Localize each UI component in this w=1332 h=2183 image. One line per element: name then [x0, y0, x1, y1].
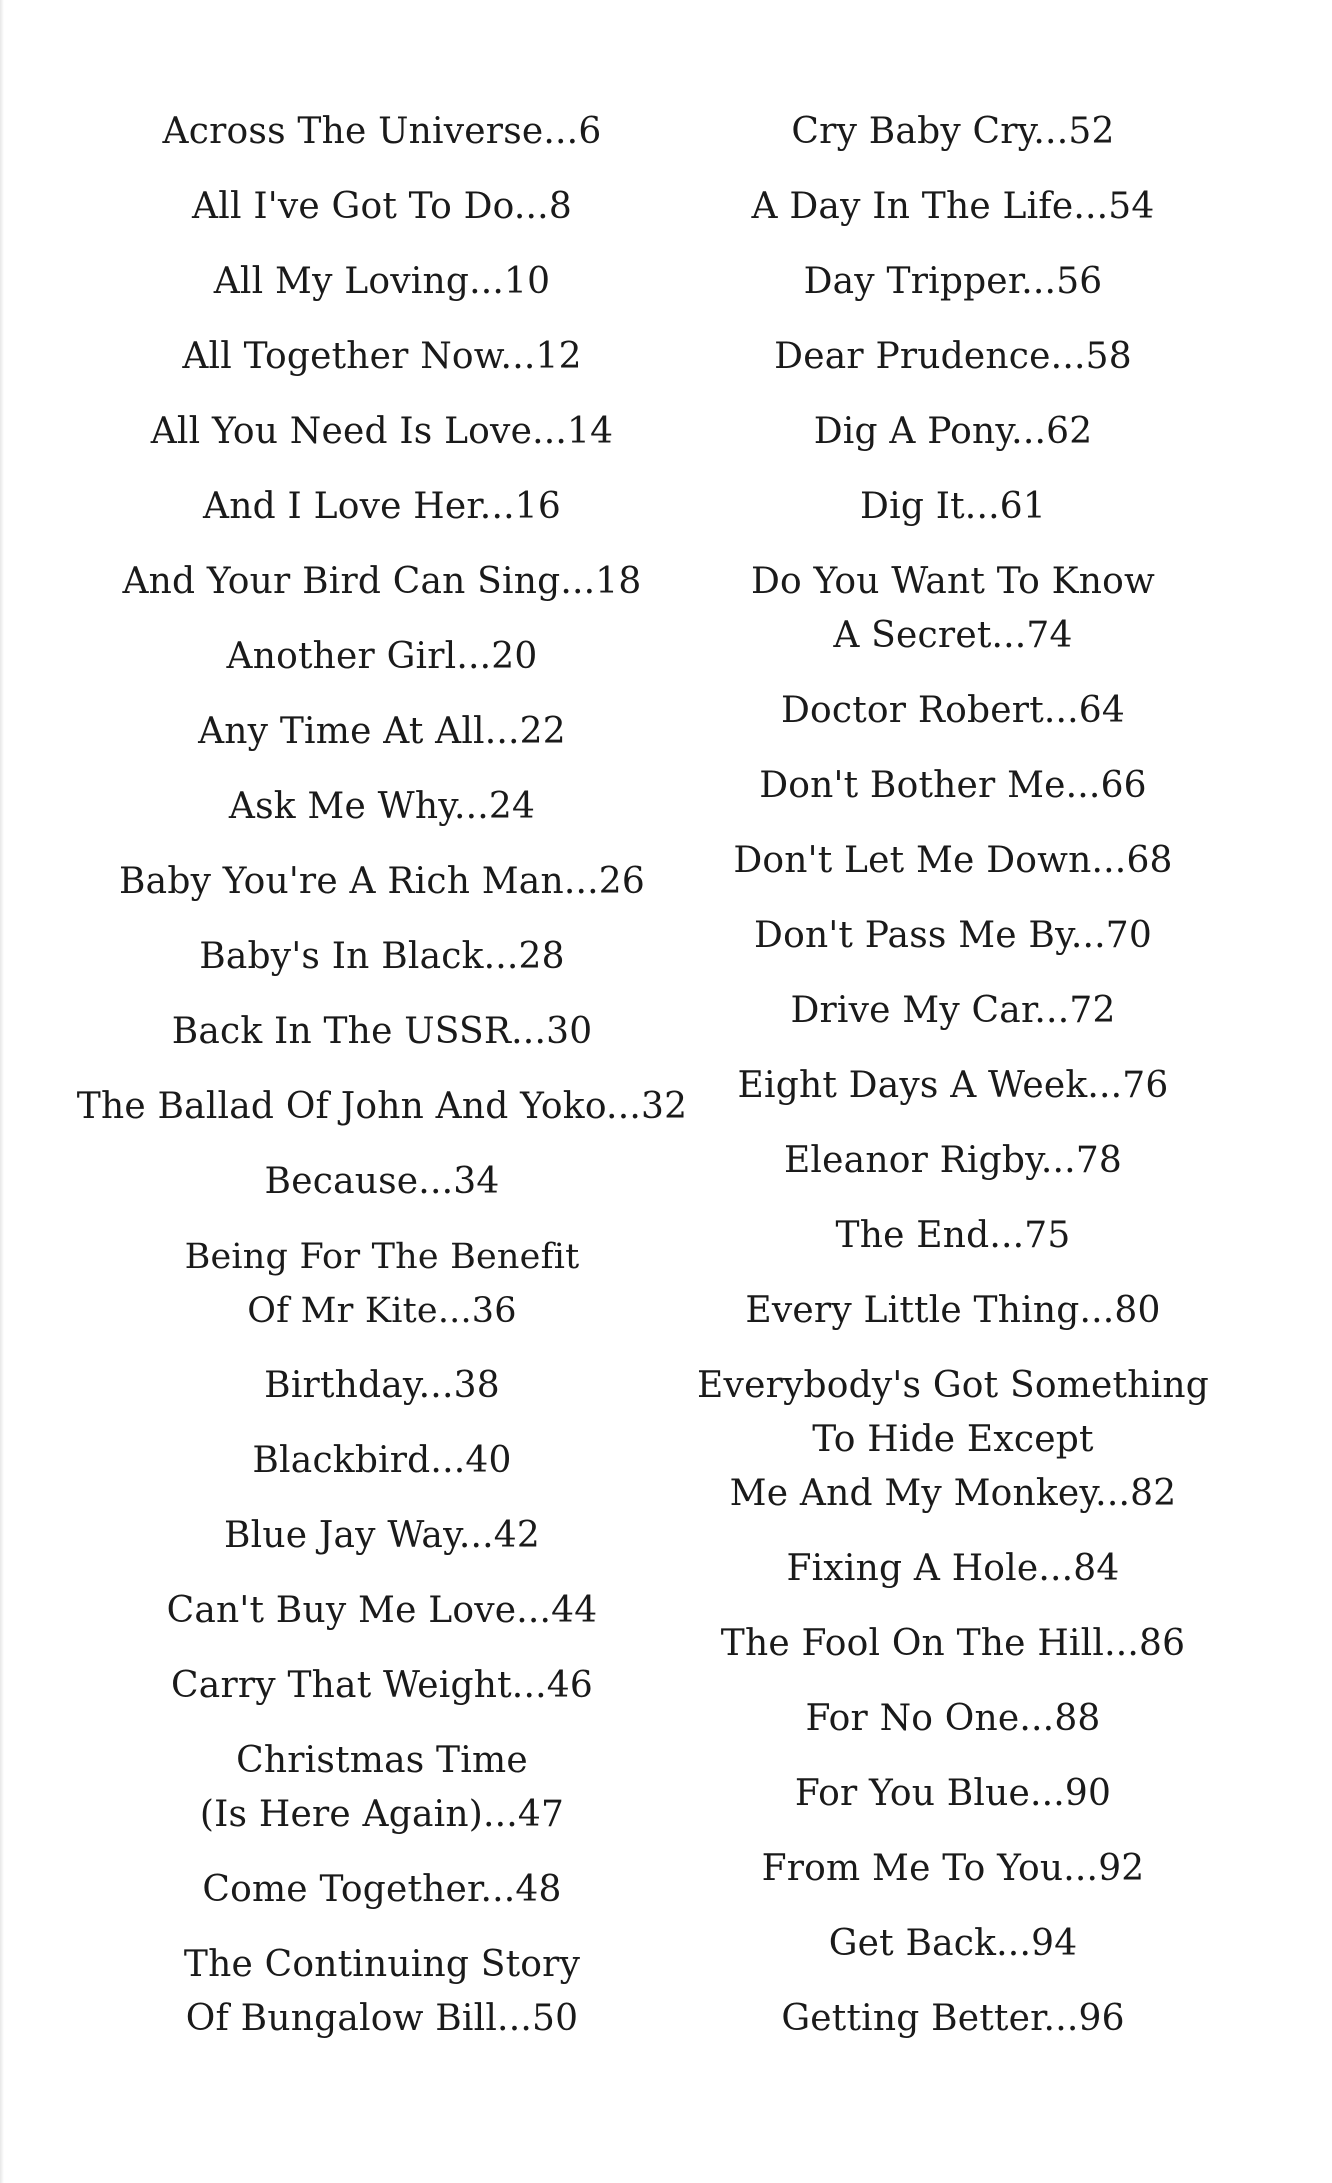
contents-entry: Dig It...61: [860, 486, 1046, 527]
contents-entry: All Together Now...12: [182, 336, 582, 377]
contents-entry: Come Together...48: [202, 1869, 562, 1910]
contents-entry: A Day In The Life...54: [751, 186, 1155, 227]
contents-entry: Birthday...38: [264, 1365, 500, 1406]
contents-entry: Baby You're A Rich Man...26: [119, 861, 645, 902]
contents-entry: Carry That Weight...46: [171, 1665, 593, 1706]
contents-entry: The End...75: [835, 1215, 1071, 1256]
contents-entry: And I Love Her...16: [203, 486, 561, 527]
contents-entry: Back In The USSR...30: [171, 1011, 593, 1052]
contents-entry: All My Loving...10: [213, 261, 551, 302]
contents-entry: Doctor Robert...64: [780, 690, 1126, 731]
scan-edge-shadow: [0, 0, 4, 2183]
contents-entry: Being For The Benefit Of Mr Kite...36: [184, 1237, 580, 1331]
contents-entry: Eleanor Rigby...78: [783, 1140, 1123, 1181]
contents-entry: Cry Baby Cry...52: [791, 111, 1115, 152]
contents-entry: The Continuing Story Of Bungalow Bill...50: [183, 1944, 581, 2039]
contents-entry: Across The Universe...6: [162, 111, 602, 152]
contents-entry: The Ballad Of John And Yoko...32: [76, 1086, 688, 1127]
contents-entry: Can't Buy Me Love...44: [166, 1590, 598, 1631]
contents-entry: Blackbird...40: [252, 1440, 512, 1481]
contents-entry: Everybody's Got Something To Hide Except Me And My Monkey...82: [697, 1365, 1209, 1514]
contents-entry: Eight Days A Week...76: [737, 1065, 1169, 1106]
contents-entry: All I've Got To Do...8: [192, 186, 572, 227]
contents-entry: Baby's In Black...28: [199, 936, 565, 977]
contents-entry: Getting Better...96: [781, 1998, 1125, 2039]
contents-entry: And Your Bird Can Sing...18: [122, 561, 642, 602]
contents-entry: Don't Bother Me...66: [759, 765, 1147, 806]
contents-entry: Do You Want To Know A Secret...74: [750, 561, 1156, 656]
contents-entry: Drive My Car...72: [790, 990, 1116, 1031]
contents-entry: Get Back...94: [828, 1923, 1078, 1964]
contents-entry: Blue Jay Way...42: [223, 1515, 540, 1556]
contents-entry: Dear Prudence...58: [774, 336, 1132, 377]
contents-entry: Don't Let Me Down...68: [733, 840, 1173, 881]
contents-entry: Fixing A Hole...84: [786, 1548, 1120, 1589]
contents-entry: Another Girl...20: [226, 636, 538, 677]
contents-entry: Any Time At All...22: [198, 711, 566, 752]
contents-entry: From Me To You...92: [761, 1848, 1145, 1889]
contents-entry: Ask Me Why...24: [228, 786, 536, 827]
contents-column-left: [62, 105, 702, 2067]
contents-entry: For No One...88: [805, 1698, 1101, 1739]
contents-entry: Don't Pass Me By...70: [754, 915, 1152, 956]
contents-entry: All You Need Is Love...14: [150, 411, 614, 452]
contents-entry: Because...34: [264, 1161, 500, 1202]
contents-entry: Christmas Time (Is Here Again)...47: [199, 1740, 565, 1835]
contents-entry: Day Tripper...56: [803, 261, 1103, 302]
contents-entry: Every Little Thing...80: [745, 1290, 1161, 1331]
contents-entry: Dig A Pony...62: [813, 411, 1093, 452]
contents-entry: For You Blue...90: [794, 1773, 1112, 1814]
contents-entry: The Fool On The Hill...86: [720, 1623, 1186, 1664]
contents-column-right: [633, 105, 1273, 2067]
